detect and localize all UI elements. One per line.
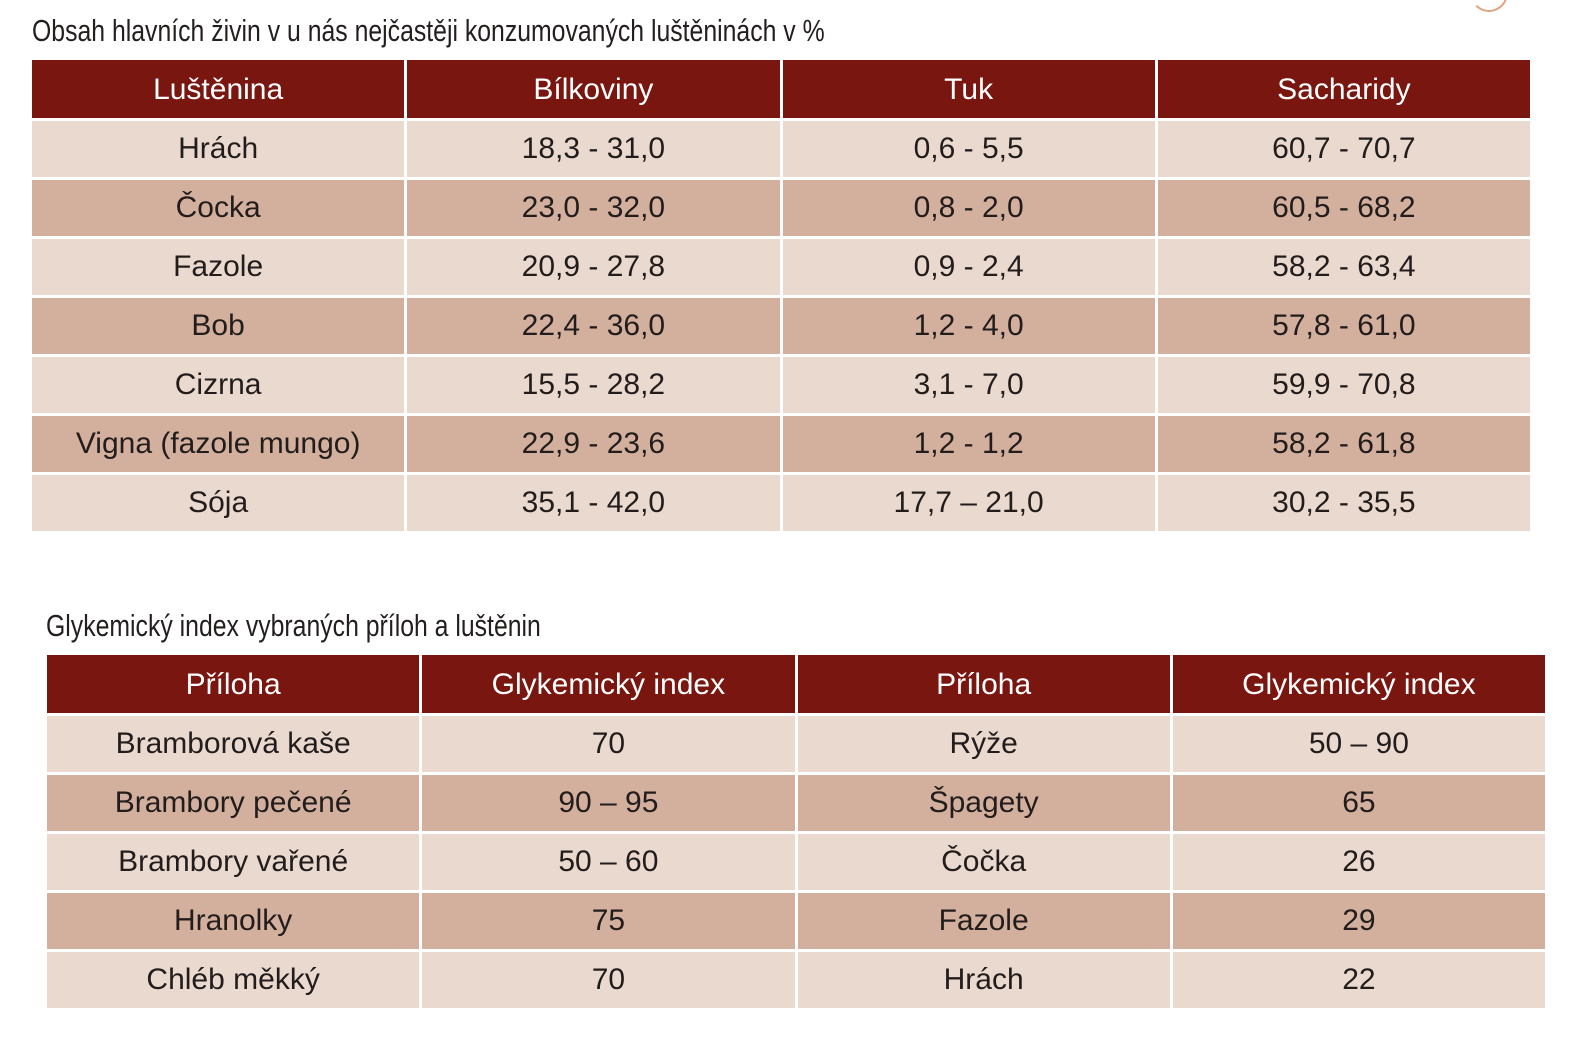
cell-side-dish: Bramborová kaše	[47, 716, 419, 772]
cell-fat: 3,1 - 7,0	[783, 357, 1155, 413]
table-row	[32, 298, 1530, 354]
cell-glycemic-index: 90 – 95	[422, 775, 794, 831]
cell-glycemic-index: 70	[422, 716, 794, 772]
cell-fat: 17,7 – 21,0	[783, 475, 1155, 531]
cell-fat: 0,8 - 2,0	[783, 180, 1155, 236]
cell-carbohydrates: 58,2 - 63,4	[1158, 239, 1530, 295]
table-row	[32, 239, 1530, 295]
table-row	[32, 475, 1530, 531]
cell-glycemic-index: 50 – 90	[1173, 716, 1545, 772]
cell-protein: 23,0 - 32,0	[407, 180, 779, 236]
cell-carbohydrates: 30,2 - 35,5	[1158, 475, 1530, 531]
table-caption-nutrients: Obsah hlavních živin v u nás nejčastěji konzumovaných luštěninách v %	[32, 13, 825, 48]
column-header-glycemic-index: Glykemický index	[422, 655, 794, 713]
column-header-glycemic-index: Glykemický index	[1173, 655, 1545, 713]
cell-protein: 20,9 - 27,8	[407, 239, 779, 295]
cell-legume: Fazole	[32, 239, 404, 295]
cell-side-dish: Čočka	[798, 834, 1170, 890]
table-row	[47, 716, 1545, 772]
cell-legume: Sója	[32, 475, 404, 531]
table-row	[32, 357, 1530, 413]
column-header-legume: Luštěnina	[32, 60, 404, 118]
column-header-protein: Bílkoviny	[407, 60, 779, 118]
cell-glycemic-index: 22	[1173, 952, 1545, 1008]
cell-fat: 0,9 - 2,4	[783, 239, 1155, 295]
table-row	[32, 121, 1530, 177]
header-row	[32, 60, 1530, 118]
cell-carbohydrates: 57,8 - 61,0	[1158, 298, 1530, 354]
cell-protein: 35,1 - 42,0	[407, 475, 779, 531]
cell-protein: 15,5 - 28,2	[407, 357, 779, 413]
cell-fat: 1,2 - 4,0	[783, 298, 1155, 354]
table-row	[47, 893, 1545, 949]
cell-carbohydrates: 60,7 - 70,7	[1158, 121, 1530, 177]
cell-legume: Čocka	[32, 180, 404, 236]
cell-protein: 22,9 - 23,6	[407, 416, 779, 472]
table-row	[32, 416, 1530, 472]
nutrients-table	[29, 57, 1533, 534]
cell-glycemic-index: 26	[1173, 834, 1545, 890]
table-row	[47, 775, 1545, 831]
cell-carbohydrates: 60,5 - 68,2	[1158, 180, 1530, 236]
cell-protein: 22,4 - 36,0	[407, 298, 779, 354]
cell-side-dish: Špagety	[798, 775, 1170, 831]
column-header-carbohydrates: Sacharidy	[1158, 60, 1530, 118]
cell-glycemic-index: 29	[1173, 893, 1545, 949]
table-row	[32, 180, 1530, 236]
header-row	[47, 655, 1545, 713]
table-row	[47, 952, 1545, 1008]
corner-decoration	[1470, 0, 1508, 12]
table-row	[47, 834, 1545, 890]
cell-side-dish: Hrách	[798, 952, 1170, 1008]
cell-glycemic-index: 70	[422, 952, 794, 1008]
cell-carbohydrates: 59,9 - 70,8	[1158, 357, 1530, 413]
cell-legume: Hrách	[32, 121, 404, 177]
cell-fat: 0,6 - 5,5	[783, 121, 1155, 177]
cell-side-dish: Chléb měkký	[47, 952, 419, 1008]
cell-legume: Cizrna	[32, 357, 404, 413]
cell-glycemic-index: 75	[422, 893, 794, 949]
cell-glycemic-index: 65	[1173, 775, 1545, 831]
cell-glycemic-index: 50 – 60	[422, 834, 794, 890]
cell-side-dish: Fazole	[798, 893, 1170, 949]
column-header-side-dish: Příloha	[47, 655, 419, 713]
cell-side-dish: Hranolky	[47, 893, 419, 949]
cell-side-dish: Rýže	[798, 716, 1170, 772]
cell-side-dish: Brambory pečené	[47, 775, 419, 831]
cell-fat: 1,2 - 1,2	[783, 416, 1155, 472]
table-caption-glycemic-index: Glykemický index vybraných příloh a luštěnin	[46, 608, 541, 643]
cell-legume: Vigna (fazole mungo)	[32, 416, 404, 472]
cell-side-dish: Brambory vařené	[47, 834, 419, 890]
cell-protein: 18,3 - 31,0	[407, 121, 779, 177]
cell-carbohydrates: 58,2 - 61,8	[1158, 416, 1530, 472]
column-header-fat: Tuk	[783, 60, 1155, 118]
column-header-side-dish: Příloha	[798, 655, 1170, 713]
glycemic-index-table	[44, 652, 1548, 1011]
cell-legume: Bob	[32, 298, 404, 354]
